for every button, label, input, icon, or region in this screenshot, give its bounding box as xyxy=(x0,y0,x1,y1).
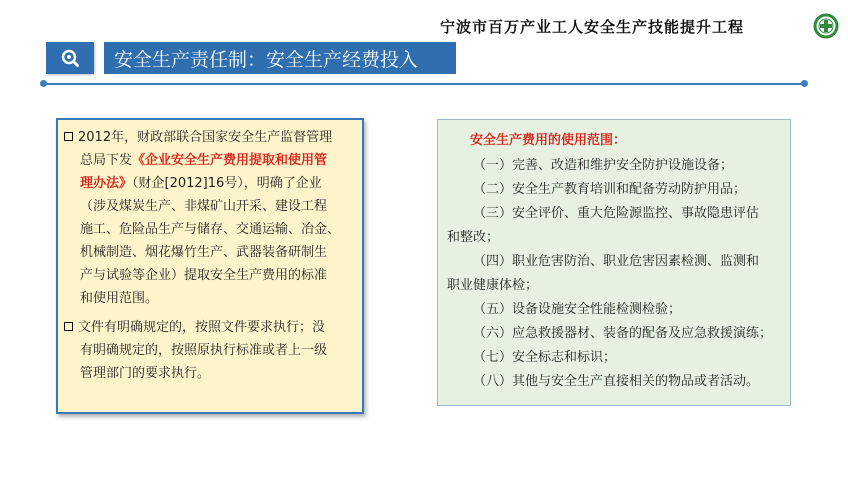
safety-cross-logo xyxy=(813,13,839,39)
divider-dot-right xyxy=(801,80,808,87)
usage-scope-title: 安全生产费用的使用范围： xyxy=(470,133,627,148)
title-icon-box xyxy=(46,42,94,74)
regulation-panel xyxy=(56,118,364,414)
search-icon xyxy=(60,48,80,68)
regulation-title: 《企业安全生产费用提取和使用管 xyxy=(132,153,328,168)
list-item: （七）安全标志和标识； xyxy=(473,350,617,365)
checkbox-bullet-icon xyxy=(64,132,73,141)
list-item: （八）其他与安全生产直接相关的物品或者活动。 xyxy=(473,374,760,389)
regulation-title-end: 理办法》 xyxy=(80,176,133,191)
list-item-continuation: 和整改； xyxy=(447,230,500,245)
program-banner: 宁波市百万产业工人安全生产技能提升工程 xyxy=(440,18,745,36)
divider-dot-left xyxy=(40,80,47,87)
regulation-paragraph-2: 文件有明确规定的，按照文件要求执行；没 有明确规定的，按照原执行标准或者上一级 管理部门的要求执行。 xyxy=(64,316,327,385)
list-item: （六）应急救援器材、装备的配备及应急救援演练； xyxy=(473,326,773,341)
usage-scope-panel xyxy=(437,119,791,406)
list-item-continuation: 职业健康体检； xyxy=(447,278,539,293)
header-divider xyxy=(42,83,806,85)
checkbox-bullet-icon xyxy=(64,322,73,331)
list-item: （四）职业危害防治、职业危害因素检测、监测和 xyxy=(473,254,760,269)
regulation-paragraph-1: 2012年，财政部联合国家安全生产监督管理 总局下发《企业安全生产费用提取和使用管 理办法》（财企[2012]16号），明确了企业 （涉及煤炭生产、非煤矿山开采、建设工程 施工、危险品生产与储存、交通运输、冶金、 机械制造、烟花爆竹生产、武器装备研制生 产与试验等企业）提取安全生产费用的标准 和使用范围。 xyxy=(64,126,340,310)
list-item: （三）安全评价、重大危险源监控、事故隐患评估 xyxy=(473,206,760,221)
usage-scope-list xyxy=(447,154,772,394)
page-title-text: 安全生产责任制：安全生产经费投入 xyxy=(114,48,419,71)
list-item: （五）设备设施安全性能检测检验； xyxy=(473,302,682,317)
list-item: （二）安全生产教育培训和配备劳动防护用品； xyxy=(473,182,747,197)
page-title xyxy=(104,42,456,74)
list-item: （一）完善、改造和维护安全防护设施设备； xyxy=(473,158,734,173)
